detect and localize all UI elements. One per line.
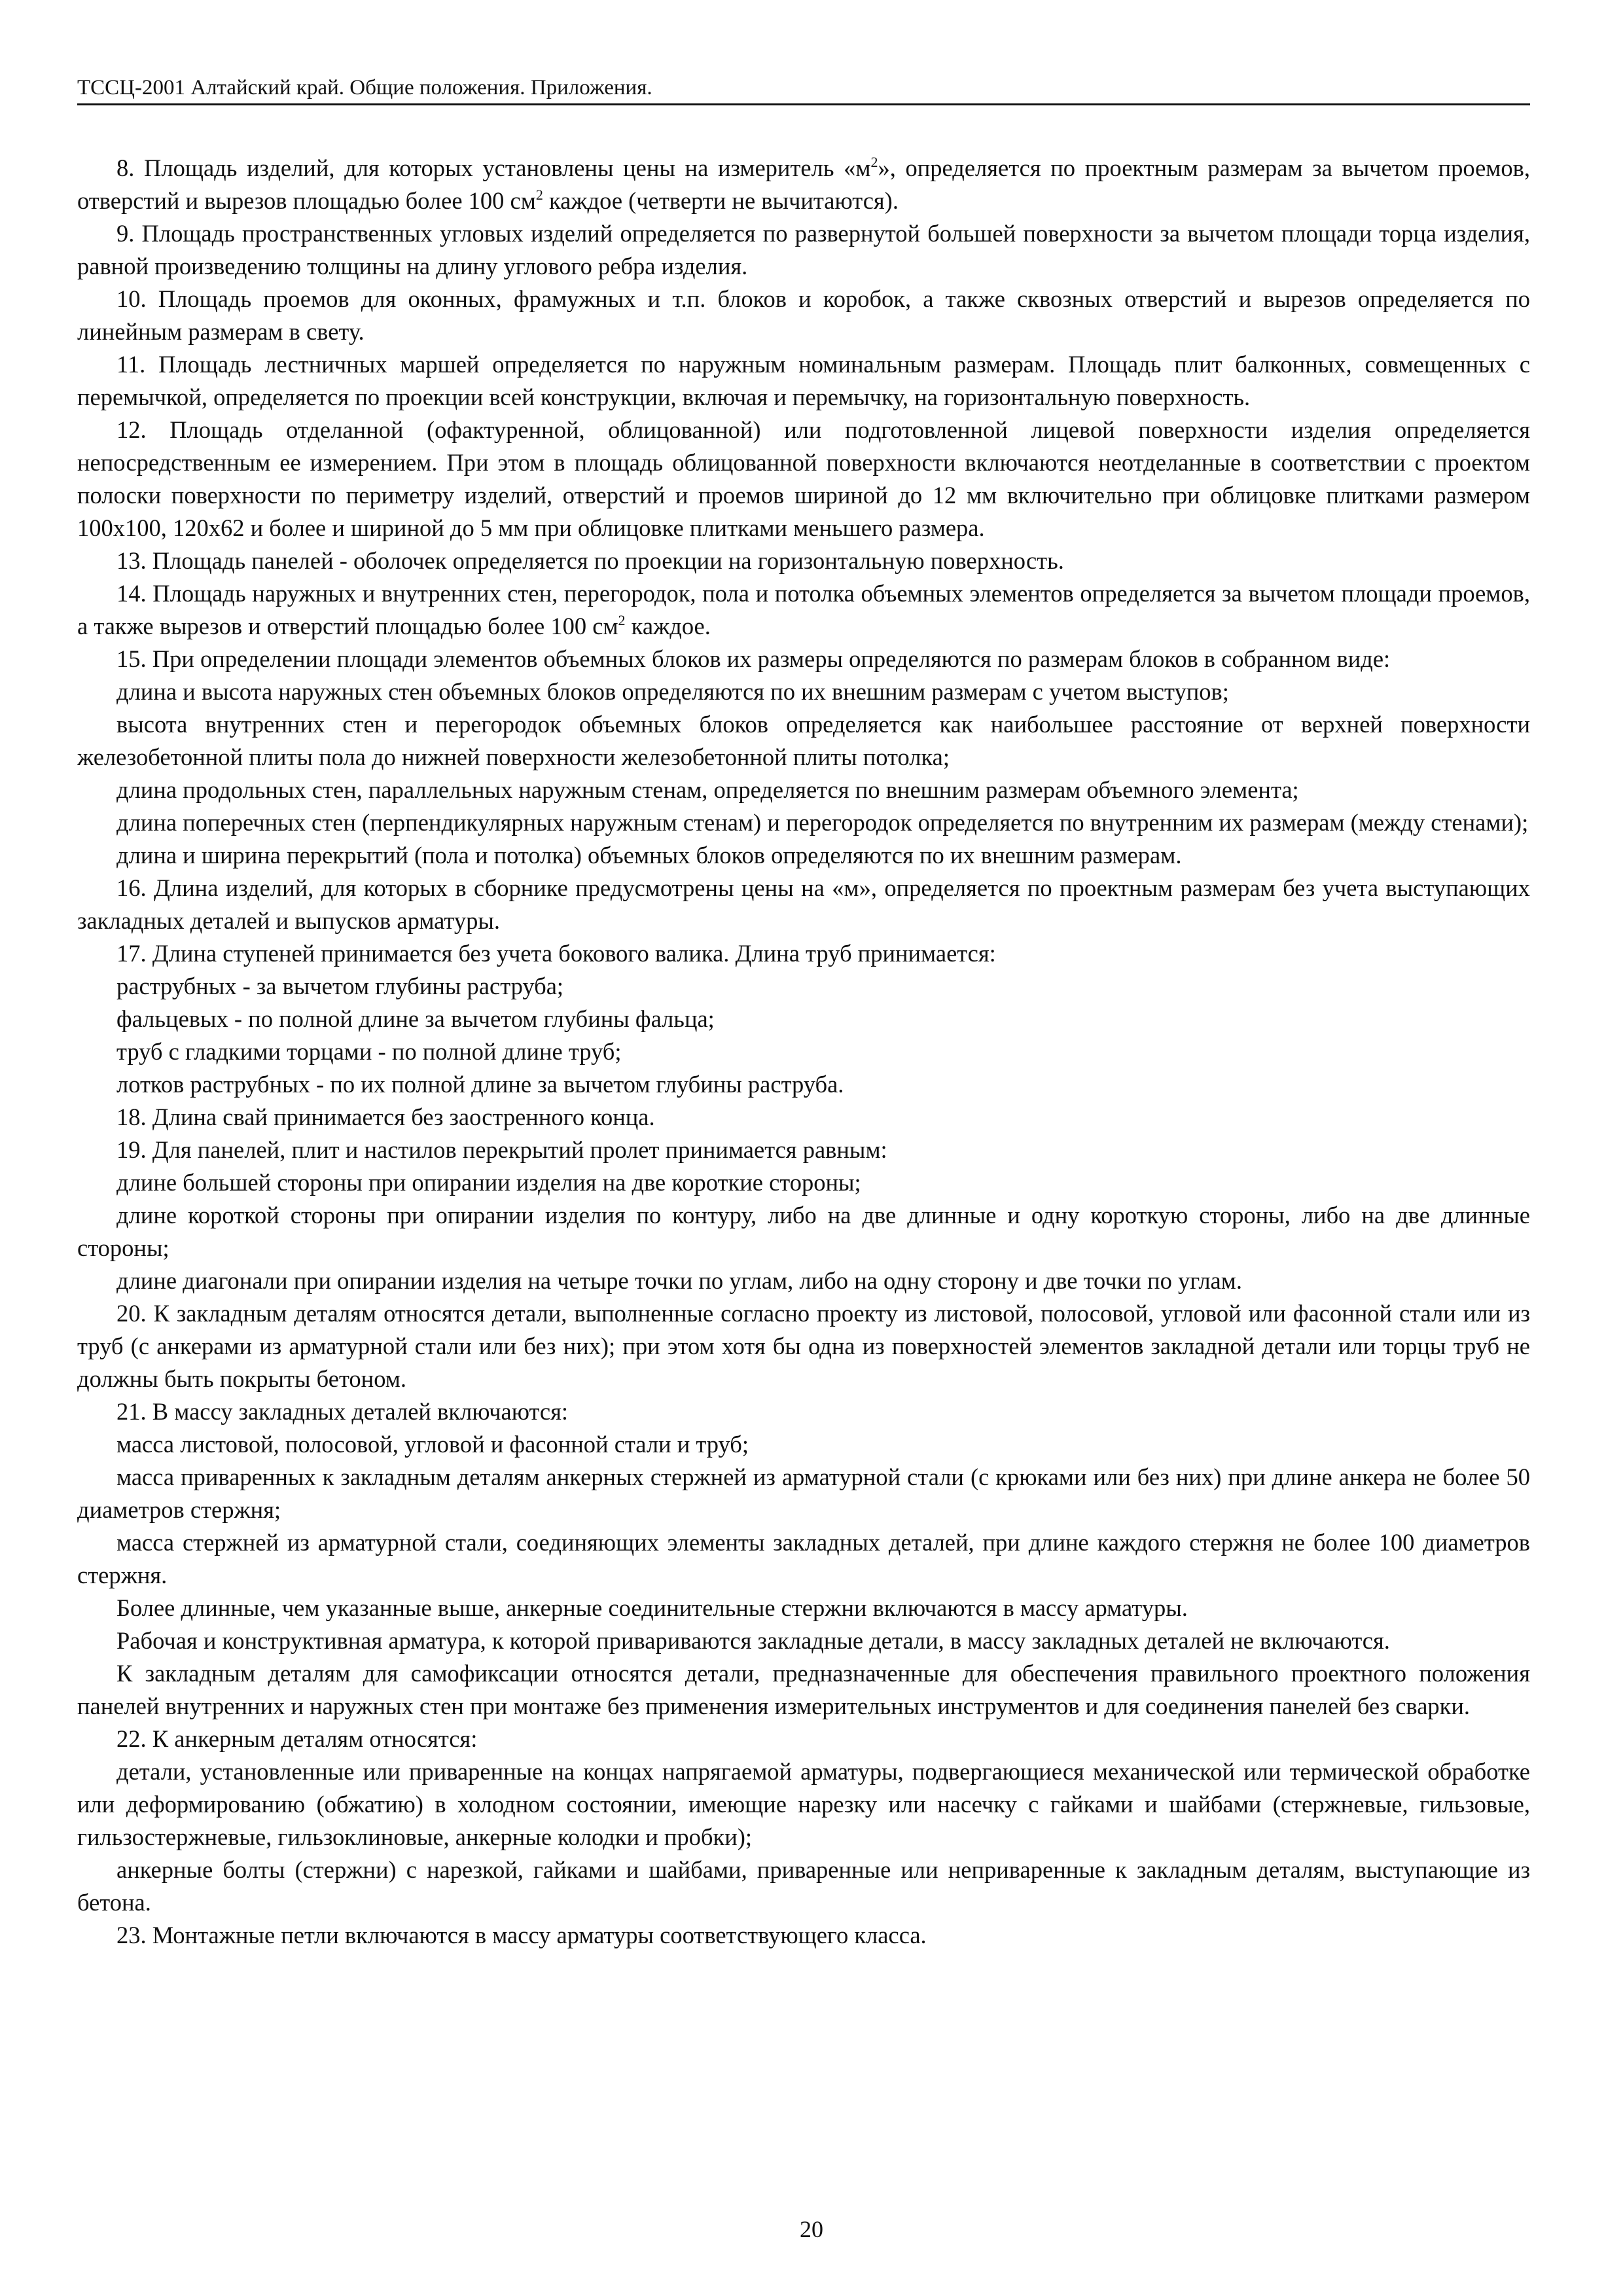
- paragraph: [77, 675, 1530, 708]
- paragraph-text: труб с гладкими торцами - по полной длине труб;: [116, 1038, 622, 1065]
- paragraph-text: высота внутренних стен и перегородок объемных блоков определяется как наибольшее расстояние от верхней поверхности железобетонной плиты пола до нижней поверхности железобетонной плиты потолка;: [77, 711, 1530, 770]
- paragraph: [77, 1657, 1530, 1723]
- paragraph: [77, 643, 1530, 675]
- paragraph: [77, 1199, 1530, 1265]
- paragraph-text: масса приваренных к закладным деталям анкерных стержней из арматурной стали (с крюками или без них) при длине анкера не более 50 диаметров стержня;: [77, 1463, 1530, 1523]
- paragraph: [77, 1101, 1530, 1134]
- paragraph-text: раструбных - за вычетом глубины раструба;: [116, 973, 564, 999]
- paragraph: [77, 1624, 1530, 1657]
- paragraph-text: 8. Площадь изделий, для которых установлены цены на измеритель «м: [116, 154, 871, 181]
- paragraph: [77, 1035, 1530, 1068]
- paragraph-text: лотков раструбных - по их полной длине за вычетом глубины раструба.: [116, 1071, 844, 1098]
- paragraph-text: 14. Площадь наружных и внутренних стен, перегородок, пола и потолка объемных элементов определяется за вычетом площади проемов, а также вырезов и отверстий площадью более 100 см: [77, 580, 1530, 639]
- paragraph-text: 11. Площадь лестничных маршей определяется по наружным номинальным размерам. Площадь плит балконных, совмещенных с перемычкой, определяется по проекции всей конструкции, включая и перемычку, на горизонтальную поверхность.: [77, 351, 1530, 410]
- paragraph-text: », определяется по проектным размерам за вычетом проемов, отверстий и вырезов площадью более 100 см: [77, 154, 1530, 214]
- paragraph: [77, 1395, 1530, 1428]
- paragraph: [77, 774, 1530, 806]
- paragraph-text: 13. Площадь панелей - оболочек определяется по проекции на горизонтальную поверхность.: [116, 547, 1064, 574]
- paragraph: [77, 283, 1530, 348]
- header-title: ТССЦ-2001 Алтайский край. Общие положения. Приложения.: [77, 76, 652, 99]
- paragraph-text: 18. Длина свай принимается без заостренного конца.: [116, 1103, 655, 1130]
- paragraph-text: длине короткой стороны при опирании изделия по контуру, либо на две длинные и одну короткую стороны, либо на две длинные стороны;: [77, 1202, 1530, 1261]
- paragraph: [77, 1723, 1530, 1755]
- paragraph-text: длине диагонали при опирании изделия на четыре точки по углам, либо на одну сторону и две точки по углам.: [116, 1267, 1242, 1294]
- paragraph: [77, 577, 1530, 643]
- paragraph: [77, 1166, 1530, 1199]
- paragraph-text: длине большей стороны при опирании изделия на две короткие стороны;: [116, 1169, 861, 1196]
- paragraph-text: каждое (четверти не вычитаются).: [543, 187, 899, 214]
- superscript: 2: [870, 154, 878, 170]
- paragraph: [77, 1265, 1530, 1297]
- running-header: [77, 73, 1530, 105]
- paragraph: [77, 937, 1530, 970]
- body-text: [77, 152, 1530, 1952]
- paragraph: [77, 1297, 1530, 1395]
- paragraph-text: анкерные болты (стержни) с нарезкой, гайками и шайбами, приваренные или неприваренные к закладным деталям, выступающие из бетона.: [77, 1856, 1530, 1916]
- paragraph: [77, 1068, 1530, 1101]
- paragraph: [77, 872, 1530, 937]
- paragraph: [77, 806, 1530, 839]
- paragraph-text: 21. В массу закладных деталей включаются:: [116, 1398, 569, 1425]
- paragraph: [77, 708, 1530, 774]
- paragraph-text: масса стержней из арматурной стали, соединяющих элементы закладных деталей, при длине каждого стержня не более 100 диаметров стержня.: [77, 1529, 1530, 1588]
- paragraph-text: 22. К анкерным деталям относятся:: [116, 1725, 478, 1752]
- paragraph: [77, 970, 1530, 1003]
- paragraph-text: длина поперечных стен (перпендикулярных наружным стенам) и перегородок определяется по внутренним их размерам (между стенами);: [116, 809, 1529, 836]
- paragraph-text: масса листовой, полосовой, угловой и фасонной стали и труб;: [116, 1431, 749, 1458]
- paragraph-text: фальцевых - по полной длине за вычетом глубины фальца;: [116, 1005, 715, 1032]
- paragraph-text: 16. Длина изделий, для которых в сборнике предусмотрены цены на «м», определяется по проектным размерам без учета выступающих закладных деталей и выпусков арматуры.: [77, 874, 1530, 934]
- superscript: 2: [618, 612, 626, 628]
- paragraph-text: 20. К закладным деталям относятся детали, выполненные согласно проекту из листовой, полосовой, угловой или фасонной стали или из труб (с анкерами из арматурной стали или без них); при этом хотя бы одна из поверхностей элементов закладной детали или торцы труб не должны быть покрыты бетоном.: [77, 1300, 1530, 1392]
- paragraph-text: Более длинные, чем указанные выше, анкерные соединительные стержни включаются в массу арматуры.: [116, 1594, 1188, 1621]
- paragraph: [77, 1461, 1530, 1526]
- paragraph-text: длина и высота наружных стен объемных блоков определяются по их внешним размерам с учетом выступов;: [116, 678, 1229, 705]
- paragraph: [77, 348, 1530, 414]
- paragraph-text: 9. Площадь пространственных угловых изделий определяется по развернутой большей поверхности за вычетом площади торца изделия, равной произведению толщины на длину углового ребра изделия.: [77, 220, 1530, 279]
- paragraph-text: 19. Для панелей, плит и настилов перекрытий пролет принимается равным:: [116, 1136, 887, 1163]
- paragraph: [77, 1919, 1530, 1952]
- paragraph: [77, 839, 1530, 872]
- page-number: 20: [800, 2216, 823, 2242]
- paragraph-text: длина продольных стен, параллельных наружным стенам, определяется по внешним размерам объемного элемента;: [116, 776, 1299, 803]
- superscript: 2: [535, 187, 543, 203]
- paragraph-text: 10. Площадь проемов для оконных, фрамужных и т.п. блоков и коробок, а также сквозных отверстий и вырезов определяется по линейным размерам в свету.: [77, 285, 1530, 345]
- paragraph: [77, 1134, 1530, 1166]
- paragraph-text: 23. Монтажные петли включаются в массу арматуры соответствующего класса.: [116, 1922, 927, 1948]
- paragraph: [77, 414, 1530, 545]
- paragraph: [77, 152, 1530, 217]
- paragraph-text: 12. Площадь отделанной (офактуренной, облицованной) или подготовленной лицевой поверхности изделия определяется непосредственным ее измерением. При этом в площадь облицованной поверхности включаются неотделанные в соответствии с проектом полоски поверхности по периметру изделий, отверстий и проемов шириной до 12 мм включительно при облицовке плитками размером 100х100, 120х62 и более и шириной до 5 мм при облицовке плитками меньшего размера.: [77, 416, 1530, 541]
- paragraph: [77, 1428, 1530, 1461]
- paragraph-text: 17. Длина ступеней принимается без учета бокового валика. Длина труб принимается:: [116, 940, 996, 967]
- paragraph: [77, 1755, 1530, 1854]
- paragraph: [77, 1854, 1530, 1919]
- paragraph-text: Рабочая и конструктивная арматура, к которой привариваются закладные детали, в массу закладных деталей не включаются.: [116, 1627, 1390, 1654]
- paragraph: [77, 1526, 1530, 1592]
- paragraph: [77, 1592, 1530, 1624]
- paragraph: [77, 1003, 1530, 1035]
- paragraph-text: каждое.: [625, 613, 711, 639]
- paragraph-text: длина и ширина перекрытий (пола и потолка) объемных блоков определяются по их внешним размерам.: [116, 842, 1182, 869]
- paragraph-text: детали, установленные или приваренные на концах напрягаемой арматуры, подвергающиеся механической или термической обработке или деформированию (обжатию) в холодном состоянии, имеющие нарезку или насечку с гайками и шайбами (стержневые, гильзовые, гильзостержневые, гильзоклиновые, анкерные колодки и пробки);: [77, 1758, 1530, 1850]
- paragraph: [77, 545, 1530, 577]
- paragraph-text: 15. При определении площади элементов объемных блоков их размеры определяются по размерам блоков в собранном виде:: [116, 645, 1391, 672]
- paragraph: [77, 217, 1530, 283]
- paragraph-text: К закладным деталям для самофиксации относятся детали, предназначенные для обеспечения правильного проектного положения панелей внутренних и наружных стен при монтаже без применения измерительных инструментов и для соединения панелей без сварки.: [77, 1660, 1530, 1719]
